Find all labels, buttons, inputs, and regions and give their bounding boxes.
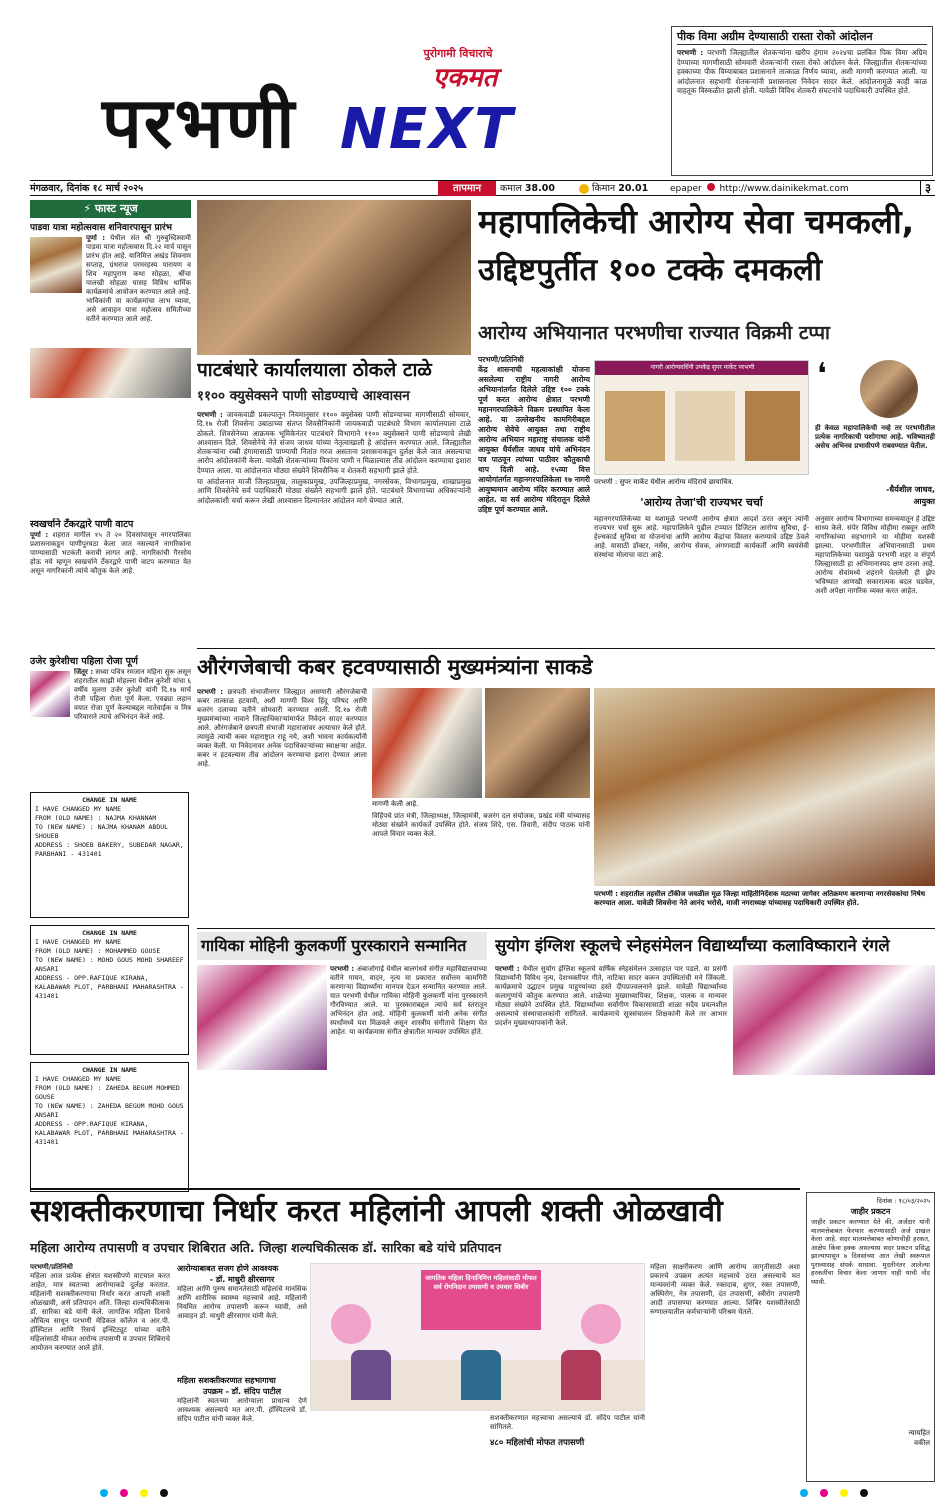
child-photo [30,671,70,717]
women-subtitle: महिला आरोग्य तपासणी व उपचार शिबिरात अति. जिल्हा शल्यचिकीत्सक डॉ. सारिका बडे यांचे प्रतिपादन [30,1240,502,1255]
activists-photo [485,688,590,798]
sun-icon [579,184,589,194]
temp-min-value: 20.01 [618,183,649,194]
color-registration-bar [100,1488,880,1498]
quote-text: ही केवळ महापालिकेची नव्हे तर परभणीतील प्रत्येक नागरिकाची यशोगाथा आहे. भविष्यातही असेच अभिनव प्रभावीपणे राबवण्यात येतील. [815,424,935,450]
commissioner-photo [860,360,918,418]
patbandhare-body-2: या आंदोलनात माजी जिल्हाप्रमुख, तालुकाप्रमुख, उपजिल्हाप्रमुख, नगरसेवक, विभागप्रमुख, शाखाप्रमुख आणि शिवसेनेचे सर्व पदाधिकारी मोठ्या संख्येने सहभागी झाले होते. पाटबंधारे विभागाच्या अधिकाऱ्यांनी आंदोलकांशी चर्चा करून लेखी आश्वासन दिल्यानंतर आंदोलन मागे घेण्यात आले. [197,477,471,505]
women-body-b: महिलांनी स्वतःच्या आरोग्याला प्राधान्य देणे आवश्यक असल्याचे मत आर.पी. हॉस्पिटलचे डॉ. संदिप पाटील यांनी व्यक्त केले. [177,1397,307,1423]
award-photo [197,965,327,1070]
encroachment-photo [594,688,935,886]
public-notice [806,1192,935,1482]
health-camp-banner-text: जागतिक महिला दिनानिमित्त महिलांसाठी मोफत सर्व रोगनिदान तपासणी व उपचार शिबीर [425,1274,537,1291]
temp-max-value: 38.00 [524,183,555,194]
women-photo-caption: सशक्तीकरणात महत्त्वाचा असल्याचे डॉ. संदिप पाटील यांनी सांगितले. [490,1414,645,1431]
epaper-label: epaper [670,184,702,194]
quote-mark-icon: ❛ [817,357,827,392]
aurangzeb-dateline: परभणी : [197,688,224,696]
name-change-title: CHANGE IN NAME [82,929,137,937]
globe-icon [707,183,715,191]
aurangzeb-title: औरंगजेबाची कबर हटवण्यासाठी मुख्यमंत्र्यांना साकडे [197,655,593,679]
protest-photo [197,200,471,355]
patbandhare-dateline: परभणी : [197,410,223,419]
lead-right-col: अनुसार आरोग्य विभागाच्या समन्वयातून हे उद्दिष्ट साध्य केले. संपेर विविध मोहीमा राबवून आणि नागरिकांच्या सहभागाने या मोहीमा यशस्वी झाल्या. परभणीतील अभियानासाठी प्रथम महापालिकेच्या यशामुळे परभणी शहर व संपूर्ण जिल्ह्यासाठी हा अभिमानास्पद क्षण ठरला आहे. आरोग्य सेवांमध्ये शहराने घेतलेली ही झेप भविष्यात आणखी सकारात्मक बदल घडवेल, अशी अपेक्षा नागरिक व्यक्त करत आहेत. [815,515,935,595]
women-title: सशक्तीकरणाचा निर्धार करत महिलांनी आपली शक्ती ओळखावी [30,1194,723,1229]
gayika-title: गायिका मोहिनी कुलकर्णी पुरस्काराने सन्मानित [197,932,487,960]
lead-subtitle: आरोग्य अभियानात परभणीचा राज्यात विक्रमी टप्पा [478,322,830,344]
fast-news-item [30,518,191,653]
lead-title-2: उद्दिष्टपुर्तीत १०० टक्के दमकली [478,252,823,288]
women-body-c: महिला साक्षरीकरण आणि आरोग्य जागृतीसाठी अशा प्रकारचे उपक्रम अत्यंत महत्त्वाचे ठरत असल्याचे मत मान्यवरांनी व्यक्त केले. रक्तदाब, शुगर, रक्त तपासणी, अस्थिरोग, नेत्र तपासणी, दंत तपासणी, स्त्रीरोग तपासणी आदी तपासण्या करण्यात आल्या. शिबिर यशस्वीतेसाठी रुग्णालयातील कर्मचाऱ्यांनी परिश्रम घेतले. [650,1263,800,1316]
fast-news-item [30,655,191,778]
fast-news-item-body: सध्या पवित्र रमजान महिना सुरू असून शहरातील काझी मोहल्ला येथील कुरेशी यांचा ६ वर्षीय मुलगा उजेर कुरेशी यांनी दि.१७ मार्च रोजी पहिला रोजा पूर्ण केला. एवढ्या लहान वयात रोजा पूर्ण केल्याबद्दल नातेवाईक व मित्र परिवाराने त्याचे अभिनंदन केले आहे. [74,668,191,721]
masthead-brand: एकमत [432,63,498,93]
patbandhare-subtitle: ११०० क्युसेक्सने पाणी सोडण्याचे आश्वासन [197,388,410,404]
issue-date: मंगळवार, दिनांक १८ मार्च २०२५ [30,183,144,194]
women-body: महिला आज प्रत्येक क्षेत्रात यशस्वीपणे वाटचाल करत आहेत, मात्र स्वतःच्या आरोग्याकडे दुर्लक्ष करतात. महिलांनी सशक्तीकरणाचा निर्धार करत आपली शक्ती ओळखावी, असे प्रतिपादन अति. जिल्हा शल्यचिकीत्सक डॉ. सारिका बडे यांनी केले. जागतिक महिला दिनाचे औचित्य साधून परभणी मेडिकल कॉलेज व आर.पी. हॉस्पिटल आणि रिसर्च इन्स्टिट्यूट यांच्या वतीने महिलांसाठी मोफत आरोग्य तपासणी व उपचार शिबिराचे आयोजन करण्यात आले होते. [30,1272,170,1352]
page-number: ३ [920,181,935,196]
fast-news-item-body: येथील संत श्री गुरुबुध्दिस्वामी पाडवा यात्रा महोत्सवास दि.२२ मार्च पासून प्रारंभ होत आहे. यानिमित्त अखंड शिवनाम सप्ताह, ग्रंथराज परमरहस्य पारायण व शिव महापुराण कथा सोहळा, श्रींचा पालखी सोहळा यासह विविध धार्मिक कार्यक्रमांचे आयोजन करण्यात आले आहे. भाविकांनी या कार्यक्रमांचा लाभ घ्यावा, असे आवाहन यात्रा महोत्सव समितीच्या वतीने करण्यात आले आहे. [86,234,191,323]
quote-role: आयुक्त [913,497,935,506]
gayika-body: अंबाजोगाई येथील बालगंधर्व संगीत महाविद्यालयाच्या वतीने गायन, वादन, नृत्य या प्रकारात सर्वोत्तम कामगिरी करणाऱ्या विद्यार्थ्यांना मानपत्र देऊन सन्मानित करण्यात आले. यात परभणी येथील गायिका मोहिनी कुलकर्णी यांना पुरस्काराने गौरविण्यात आले. या पुरस्काराबद्दल त्यांचे सर्व स्तरातून अभिनंदन होत आहे. मोहिनी कुलकर्णी यांनी अनेक संगीत स्पर्धांमध्ये यश मिळवले असून शास्त्रीय संगीताचे शिक्षण घेत आहेत. या कार्यक्रमास संगीत क्षेत्रातील मान्यवर उपस्थित होते. [330,965,487,1036]
lead-byline: परभणी/प्रतिनिधी [478,355,524,364]
website-link[interactable]: http://www.dainikekmat.com [719,184,849,194]
free-test-head: ४८० महिलांची मोफत तपासणी [490,1438,585,1448]
health-center-sign: नागरी आरोग्यवर्धिनी उपकेंद्र सुपर मार्केट परभणी [650,364,755,371]
masthead-city: परभणी [102,82,297,164]
women-body-a: महिला आणि पुरुष समानतेसाठी महिलांचे मानसिक आणि शारीरिक स्वास्थ्य महत्त्वाचे आहे. महिलांनी नियमित आरोग्य तपासणी करून घ्यावी, असे आवाहन डॉ. माधुरी क्षीरसागर यांनी केले. [177,1285,307,1320]
masthead [0,0,945,180]
fast-news-item-body: शहरात मागील १५ ते २० दिवसांपासून नगरपालिका प्रशासनाकडून पाणीपुरवठा केला जात नसल्याने नागरिकांना पाण्यासाठी भटकंती करावी लागत आहे. नागरिकांची गैरसोय होऊ नये म्हणून स्वखर्चाने टँकरद्वारे पाणी वाटप करण्यात येत असून नागरिकांनी त्यांचे कौतुक केले आहे. [30,531,191,575]
fast-news-column [30,200,191,785]
quote-name: -धैर्यशील जाधव, [885,485,935,494]
suyog-title: सुयोग इंग्लिश स्कूलचे स्नेहसंमेलन विद्यार्थ्यांच्या कलाविष्काराने रंगले [495,936,890,955]
masthead-tagline: पुरोगामी विचाराचे [423,47,493,60]
fast-news-header [30,200,191,218]
fast-news-item-title: उजेर कुरेशीचा पहिला रोजा पूर्ण [30,656,138,667]
name-change-title: CHANGE IN NAME [82,1066,137,1074]
encroachment-caption: परभणी : शहरातील तहसील टॉकीज जवळील मूळ जिल्हा माहितीनिर्देशक मठाच्या जागेवर अतिक्रमण करणाऱ्या नगरसेवकांचा निषेध करण्यात आला. यावेळी शिवसेना नेते आनंद भरोसे, माजी नगराध्यक्ष यांच्यासह पदाधिकारी उपस्थित होते. [594,890,926,907]
notice-signer: वकील [914,1439,930,1447]
patbandhare-title: पाटबंधारे कार्यालयाला ठोकले टाळे [197,359,432,381]
fast-news-item-dateline: पूर्णा : [30,531,49,539]
lead-title: महापालिकेची आरोग्य सेवा चमकली, [478,202,915,241]
fast-news-item-dateline: जिंतूर : [74,668,94,676]
notice-date: दिनांक : १८/०३/२०२५ [876,1197,930,1205]
notice-sign: न्यायहित [908,1429,930,1437]
lightning-icon: ⚡ [83,202,95,215]
women-byline: परभणी/प्रतिनिधी [30,1263,73,1271]
fast-news-item-title: पाडवा यात्रा महोत्सवास शनिवारपासून प्रारंभ [30,223,172,233]
top-right-dateline: परभणी : [677,48,704,57]
fast-news-item [30,222,191,432]
name-change-notice: CHANGE IN NAME I HAVE CHANGED MY NAME FROM (OLD NAME) : MOHAMMED GOUSE TO (NEW NAME) : MOHD GOUS MOHD SHAREEF ANSARI ADDRESS - OPP.RAFIQUE KIRANA, KALABAWAR PLOT, PARBHANI MAHARASHTRA - 431401 [30,925,189,1055]
name-change-notice: CHANGE IN NAME I HAVE CHANGED MY NAME FROM (OLD NAME) : NAJMA KHANNAM TO (NEW NAME) : NAJMA KHANAM ABDUL SHOUEB ADDRESS : SHOEB BAKERY, SUBEDAR NAGAR, PARBHANI - 431401 [30,792,189,918]
fast-news-title: फास्ट न्यूज [94,202,138,215]
women-head-a-by: - डॉ. माधुरी क्षीरसागर [209,1275,275,1284]
top-right-body: परभणी जिल्ह्यातील शेतकऱ्यांना खरीप हंगाम २०२४चा प्रलंबित पिक विमा अग्रिम देण्याच्या मागणीसाठी सोमवारी शेतकऱ्यांनी रास्ता रोको आंदोलन केले. जिल्ह्यातील शेतकऱ्यांच्या हक्काच्या पीक विम्याबाबत प्रशासनाने तात्काळ निर्णय घ्यावा, अशी मागणी करण्यात आली. या आंदोलनात सहभागी शेतकऱ्यांनी प्रशासनाला निवेदन सादर केले. आंदोलनामुळे काही काळ वाहतूक विस्कळीत झाली होती. यावेळी विविध शेतकरी संघटनांचे पदाधिकारी उपस्थित होते. [677,48,927,95]
aurangzeb-body-mid: विहिंपचे प्रांत मंत्री, जिल्हाध्यक्ष, जिल्हामंत्री, बजरंग दल संयोजक, प्रखंड मंत्री यांच्यासह मोठ्या संख्येने कार्यकर्ते उपस्थित होते. संजय शिंदे, एस. तिवारी, संदीप पाठक यांनी आपले विचार व्यक्त केले. [372,812,590,838]
health-center-photo [594,360,809,475]
quote-box [815,357,935,510]
fast-news-item-title: स्वखर्चाने टँकरद्वारे पाणी वाटप [30,519,134,530]
fast-news-item-dateline: पूर्णा : [86,234,106,242]
masthead-edition: NEXT [340,97,515,162]
health-center-caption: परभणी : सुपर मार्केट येथील आरोग्य मंदिराचे छायाचित्र. [594,478,734,486]
notice-title: जाहीर प्रकटन [850,1207,891,1216]
notice-body: जाहीर प्रकटन करण्यात येते की, अर्जदार यांनी मालमत्तेबाबत फेरफार करण्यासाठी अर्ज दाखल केला आहे. सदर मालमत्तेबाबत कोणाचीही हरकत, आक्षेप किंवा हक्क असल्यास सदर प्रकटन प्रसिद्ध झाल्यापासून ७ दिवसांच्या आत लेखी स्वरूपात पुराव्यासह संपर्क साधावा. मुदतीनंतर आलेल्या हरकतींचा विचार केला जाणार नाही याची नोंद घ्यावी. [811,1218,930,1286]
temp-max-label: कमाल [500,183,522,194]
top-right-title: पीक विमा अग्रीम देण्यासाठी रास्ता रोको आंदोलन [677,30,927,45]
memorandum-photo [372,688,482,798]
top-right-story [671,26,933,176]
gayika-dateline: परभणी : [330,965,355,973]
health-camp-photo [310,1263,645,1411]
temperature-label: तापमान [438,181,496,196]
lead-body: केंद्र शासनाची महत्वाकांक्षी योजना असलेल्या राष्ट्रीय नागरी आरोग्य अभियानांतर्गत दिलेले उद्दिष्ट १०० टक्के पूर्ण करत आरोग्य क्षेत्रात परभणी महानगरपालिकेने विक्रम प्रस्थापित केला आहे. या उल्लेखनीय कामगिरीबद्दल आरोग्य सेवेचे आयुक्त तथा राष्ट्रीय आरोग्य अभियान महाराष्ट्र संचालक यांनी आयुक्त धैर्यशील जाधव यांचे अभिनंदन पत्र पाठवून त्यांच्या पाठीवर कौतुकाची थाप दिली आहे. १५व्या वित्त आयोगांतर्गत महानगरपालिकेला १७ नागरी आयुष्यमान आरोग्य मंदिर करण्यात आले आहेत. या सर्व आरोग्य मंदिरातून दिलेले उद्दिष्ट पूर्ण करण्यात आले. [478,365,590,514]
women-head-b-by: उपक्रम - डॉ. संदिप पाटील [202,1387,282,1396]
lead-body-2: महानगरपालिकेच्या या यशामुळे परभणी आरोग्य क्षेत्रात आदर्श ठरत असून त्यांनी राज्यभर चर्चा सुरू आहे. महापालिकेने पुढील टप्प्यात डिजिटल आरोग्य सुविधा, ई-हेल्थकार्ड सुविधा या योजनांचा आणि आरोग्य केंद्रांचा विस्तार करण्याचे उद्दिष्ट ठेवले आहे. यासाठी डॉक्टर, नर्सेस, आरोग्य सेवक, अंगणवाडी कार्यकर्ती आणि स्वयंसेवी संस्थांचा मोलाचा वाटा आहे. [594,515,809,559]
women-head-b: महिला सशक्तीकरणात सहभागाचा [177,1376,276,1385]
school-event-photo [733,965,935,1075]
patbandhare-body: जायकवाडी प्रकल्पातून नियमानुसार ११०० क्युसेक्स पाणी सोडण्याच्या मागणीसाठी सोमवार, दि.१७ रोजी शिवसेना उबाठाच्या संतप्त शिवसैनिकांनी जायकवाडी पाटबंधारे विभाग कार्यालयाला टाळे ठोकले. शिवसेनेच्या आक्रमक भूमिकेनंतर पाटबंधारे विभागाने ११०० क्युसेक्सने पाणी सोडण्याचे लेखी आश्वासन दिले. शिवसेनेचे नेते संजय जाधव यांच्या नेतृत्वाखाली हे आंदोलन करण्यात आले. जिल्ह्यातील शेतकऱ्यांना रब्बी हंगामासाठी पाण्याची नितांत गरज असताना प्रशासनाकडून दुर्लक्ष केले जात असल्याचा आरोप आंदोलकांनी केला. यावेळी शेतकऱ्यांच्या पिकांना पाणी न मिळाल्यास तीव्र आंदोलन करण्याचा इशारा देण्यात आला. या आंदोलनात मोठ्या संख्येने शिवसैनिक व शेतकरी सहभागी झाले होते. [197,410,471,475]
temple-photo [30,237,82,293]
name-change-title: CHANGE IN NAME [82,796,137,804]
name-change-notice: CHANGE IN NAME I HAVE CHANGED MY NAME FROM (OLD NAME) : ZAHEDA BEGUM MOHMED GOUSE TO (NEW NAME) : ZAHEDA BEGUM MOHD GOUS ANSARI ADDRESS - OPP.RAFIQUE KIRANA, KALABAWAR PLOT, PARBHANI MAHARASHTRA - 431401 [30,1062,189,1192]
memorandum-caption: मागणी केली आहे. [372,800,419,808]
water-tanker-photo [30,348,191,398]
suyog-body: येथील सुयोग इंग्लिश स्कूलचे वार्षिक स्नेहसंमेलन उत्साहात पार पडले. या प्रसंगी विद्यार्थ्यांनी विविध नृत्य, देशभक्तीपर गीते, नाटिका सादर करून उपस्थितांची मने जिंकली. कार्यक्रमाचे उद्घाटन प्रमुख पाहुण्यांच्या हस्ते दीपप्रज्वलनाने झाले. यावेळी विद्यार्थ्यांच्या कलागुणांचे कौतुक करण्यात आले. शाळेच्या मुख्याध्यापिका, शिक्षक, पालक व मान्यवर मोठ्या संख्येने उपस्थित होते. विद्यार्थ्यांच्या सर्वांगीण विकासासाठी शाळा सदैव प्रयत्नशील असल्याचे संस्थाचालकांनी सांगितले. कार्यक्रमाचे सूत्रसंचालन शिक्षकांनी केले तर आभार प्रदर्शन मुख्याध्यापकांनी केले. [495,965,727,1027]
aurangzeb-body: छत्रपती संभाजीनगर जिल्ह्यात असणारी औरंगजेबाची कबर तात्काळ हटवावी, अशी मागणी विश्व हिंदू परिषद आणि बजरंग दलाच्या वतीने सोमवारी करण्यात आली. दि.१७ रोजी मुख्यमंत्र्यांच्या नावाने जिल्हाधिकाऱ्यांमार्फत निवेदन सादर करण्यात आले. औरंगजेबाने छत्रपती संभाजी महाराजांवर अत्याचार केले होते. त्यामुळे त्याची कबर महाराष्ट्रात राहू नये, अशी भावना कार्यकर्त्यांनी व्यक्त केली. या निवेदनावर अनेक पदाधिकाऱ्यांच्या स्वाक्षऱ्या आहेत. कबर न हटवल्यास तीव्र आंदोलन करण्याचा इशारा देण्यात आला आहे. [197,688,367,768]
lead-subhead-center: 'आरोग्य तेजा'ची राज्यभर चर्चा [640,496,763,509]
temp-min-label: किमान [592,183,616,194]
suyog-dateline: परभणी : [495,965,520,973]
date-bar [30,180,935,196]
women-head-a: आरोग्याबाबत सजग होणे आवश्यक [177,1264,279,1273]
